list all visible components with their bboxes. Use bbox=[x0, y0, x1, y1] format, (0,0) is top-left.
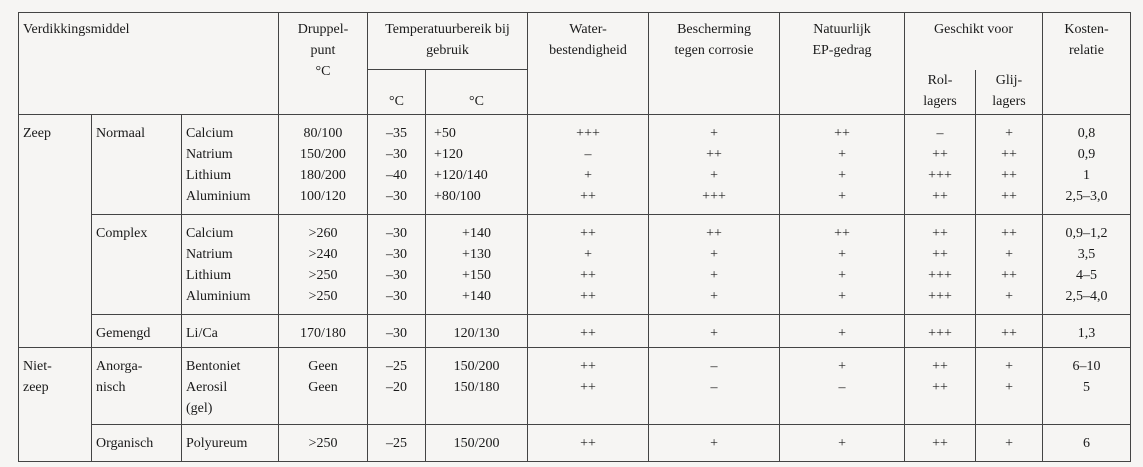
type-cell: Bentoniet Aerosil (gel) bbox=[182, 347, 279, 424]
roller-bearings-cell: ++ bbox=[905, 424, 976, 461]
temp-high-cell: +50 +120 +120/140 +80/100 bbox=[426, 114, 528, 214]
cost-relation-cell: 6 bbox=[1043, 424, 1131, 461]
header-natuurlijk-ep-gedrag: Natuurlijk EP-gedrag bbox=[780, 13, 905, 115]
ep-behavior-cell: + bbox=[780, 314, 905, 347]
ep-behavior-cell: ++ + + + bbox=[780, 214, 905, 314]
header-temperatuurbereik: Temperatuurbereik bij gebruik bbox=[368, 13, 528, 70]
dropping-point-cell: >260 >240 >250 >250 bbox=[279, 214, 368, 314]
temp-low-cell: –30 bbox=[368, 314, 426, 347]
ep-behavior-cell: + – bbox=[780, 347, 905, 424]
corrosion-protection-cell: ++ + + + bbox=[649, 214, 780, 314]
dropping-point-cell: 80/100 150/200 180/200 100/120 bbox=[279, 114, 368, 214]
header-temp-unit-low: °C bbox=[368, 70, 426, 115]
header-verdikkingsmiddel: Verdikkingsmiddel bbox=[19, 13, 279, 115]
temp-low-cell: –25 bbox=[368, 424, 426, 461]
plain-bearings-cell: ++ + ++ + bbox=[976, 214, 1043, 314]
type-cell: Calcium Natrium Lithium Aluminium bbox=[182, 114, 279, 214]
water-resistance-cell: +++ – + ++ bbox=[528, 114, 649, 214]
corrosion-protection-cell: – – bbox=[649, 347, 780, 424]
corrosion-protection-cell: + bbox=[649, 424, 780, 461]
header-bescherming-corrosie: Bescherming tegen corrosie bbox=[649, 13, 780, 115]
subcategory-cell: Complex bbox=[92, 214, 182, 314]
roller-bearings-cell: ++ ++ bbox=[905, 347, 976, 424]
category-cell: Zeep bbox=[19, 114, 92, 347]
corrosion-protection-cell: + ++ + +++ bbox=[649, 114, 780, 214]
grease-properties-table bbox=[18, 12, 1131, 462]
plain-bearings-cell: + + bbox=[976, 347, 1043, 424]
dropping-point-cell: >250 bbox=[279, 424, 368, 461]
temp-low-cell: –25 –20 bbox=[368, 347, 426, 424]
temp-low-cell: –30 –30 –30 –30 bbox=[368, 214, 426, 314]
roller-bearings-cell: – ++ +++ ++ bbox=[905, 114, 976, 214]
category-cell: Niet- zeep bbox=[19, 347, 92, 461]
plain-bearings-cell: + bbox=[976, 424, 1043, 461]
temp-high-cell: 150/200 bbox=[426, 424, 528, 461]
cost-relation-cell: 6–10 5 bbox=[1043, 347, 1131, 424]
water-resistance-cell: ++ ++ bbox=[528, 347, 649, 424]
roller-bearings-cell: ++ ++ +++ +++ bbox=[905, 214, 976, 314]
header-rollagers: Rol- lagers bbox=[905, 70, 976, 115]
subcategory-cell: Anorga- nisch bbox=[92, 347, 182, 424]
subcategory-cell: Gemengd bbox=[92, 314, 182, 347]
type-cell: Calcium Natrium Lithium Aluminium bbox=[182, 214, 279, 314]
temp-high-cell: +140 +130 +150 +140 bbox=[426, 214, 528, 314]
ep-behavior-cell: ++ + + + bbox=[780, 114, 905, 214]
type-cell: Li/Ca bbox=[182, 314, 279, 347]
temp-high-cell: 150/200 150/180 bbox=[426, 347, 528, 424]
water-resistance-cell: ++ + ++ ++ bbox=[528, 214, 649, 314]
temp-low-cell: –35 –30 –40 –30 bbox=[368, 114, 426, 214]
water-resistance-cell: ++ bbox=[528, 424, 649, 461]
header-geschikt-voor: Geschikt voor bbox=[905, 13, 1043, 70]
temp-high-cell: 120/130 bbox=[426, 314, 528, 347]
header-glijlagers: Glij- lagers bbox=[976, 70, 1043, 115]
subcategory-cell: Organisch bbox=[92, 424, 182, 461]
subcategory-cell: Normaal bbox=[92, 114, 182, 214]
corrosion-protection-cell: + bbox=[649, 314, 780, 347]
header-temp-unit-high: °C bbox=[426, 70, 528, 115]
ep-behavior-cell: + bbox=[780, 424, 905, 461]
cost-relation-cell: 1,3 bbox=[1043, 314, 1131, 347]
dropping-point-cell: Geen Geen bbox=[279, 347, 368, 424]
water-resistance-cell: ++ bbox=[528, 314, 649, 347]
header-kostenrelatie: Kosten- relatie bbox=[1043, 13, 1131, 115]
dropping-point-cell: 170/180 bbox=[279, 314, 368, 347]
plain-bearings-cell: + ++ ++ ++ bbox=[976, 114, 1043, 214]
cost-relation-cell: 0,9–1,2 3,5 4–5 2,5–4,0 bbox=[1043, 214, 1131, 314]
plain-bearings-cell: ++ bbox=[976, 314, 1043, 347]
header-druppelpunt: Druppel- punt °C bbox=[279, 13, 368, 115]
cost-relation-cell: 0,8 0,9 1 2,5–3,0 bbox=[1043, 114, 1131, 214]
type-cell: Polyureum bbox=[182, 424, 279, 461]
roller-bearings-cell: +++ bbox=[905, 314, 976, 347]
header-waterbestendigheid: Water- bestendigheid bbox=[528, 13, 649, 115]
